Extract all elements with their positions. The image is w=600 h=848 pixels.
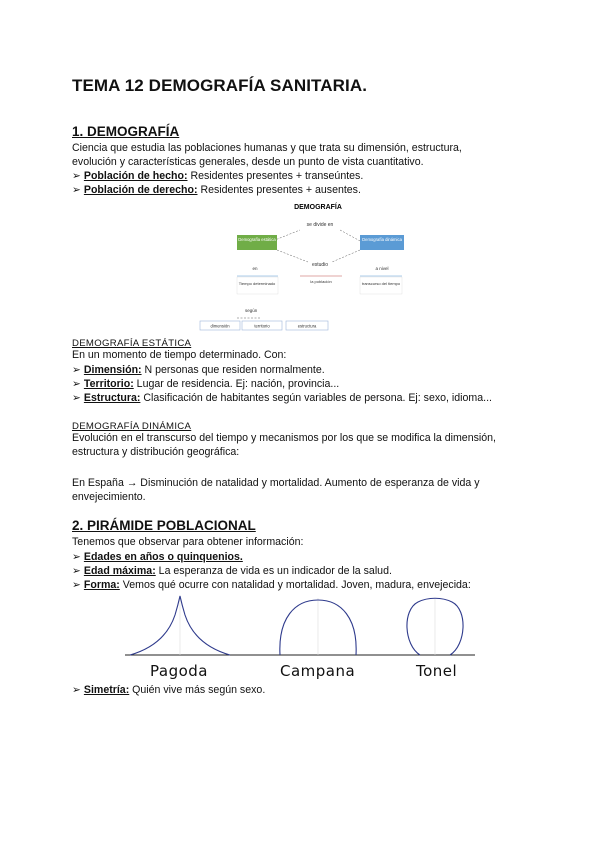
static-box-label: Demografía estática [238, 237, 276, 242]
bottom-box-estructura-label: estructura [297, 323, 317, 329]
bottom-box-dimension-label: dimensión [210, 323, 230, 329]
bullet-arrow-icon: ➢ [72, 184, 81, 196]
hecho-label: Población de hecho: [83, 170, 188, 182]
bullet-arrow-icon: ➢ [72, 684, 81, 696]
bullet-arrow-icon: ➢ [72, 364, 81, 376]
shape-label-tonel: Tonel [416, 662, 458, 680]
bullet-poblacion-derecho [72, 184, 361, 198]
bullet-arrow-icon: ➢ [72, 551, 81, 563]
dimension-label: Dimensión: [83, 364, 142, 376]
estatica-subheading: DEMOGRAFÍA ESTÁTICA [72, 338, 192, 349]
bullet-edades [72, 551, 243, 565]
edad-maxima-text: La esperanza de vida es un indicador de la salud. [155, 565, 392, 577]
dinamica-line-1: Evolución en el transcurso del tiempo y mecanismos por los que se modifica la dimensión, [72, 432, 496, 444]
diagram-right-small: a nivel [375, 266, 389, 271]
bullet-arrow-icon: ➢ [72, 565, 81, 577]
bullet-territorio [72, 378, 339, 392]
forma-label: Forma: [83, 579, 120, 591]
diagram-center-label: estudio [311, 262, 329, 268]
spain-line-1: En España → Disminución de natalidad y mortalidad. Aumento de esperanza de vida y [72, 477, 480, 489]
definition-line-1: Ciencia que estudia las poblaciones humanas y que trata su dimensión, estructura, [72, 142, 462, 154]
diagram-top-label: se divide en [306, 222, 334, 228]
bullet-simetria [72, 684, 265, 698]
diagram-left-small: en [252, 266, 258, 271]
estructura-text: Clasificación de habitantes según variables de persona. Ej: sexo, idioma... [140, 392, 492, 404]
edades-label: Edades en años o quinquenios. [83, 551, 243, 563]
territorio-text: Lugar de residencia. Ej: nación, provincia... [133, 378, 340, 390]
demografia-concept-map [190, 200, 430, 335]
territorio-label: Territorio: [83, 378, 134, 390]
dynamic-box-label: Demografía dinámica [362, 237, 402, 242]
diagram-bottom-label: según [245, 308, 258, 313]
hecho-text: Residentes presentes + transeúntes. [187, 170, 364, 182]
time-box-label: Tiempo determinado [238, 281, 276, 286]
estatica-intro: En un momento de tiempo determinado. Con: [72, 349, 287, 361]
bullet-arrow-icon: ➢ [72, 170, 81, 182]
piramide-intro: Tenemos que observar para obtener información: [72, 536, 304, 548]
edad-maxima-label: Edad máxima: [83, 565, 156, 577]
diagram-title: DEMOGRAFÍA [294, 204, 342, 211]
bullet-arrow-icon: ➢ [72, 579, 81, 591]
bullet-arrow-icon: ➢ [72, 392, 81, 404]
page-title: TEMA 12 DEMOGRAFÍA SANITARIA. [72, 76, 368, 95]
bullet-edad-maxima [72, 565, 392, 579]
section-heading-demografia: 1. DEMOGRAFÍA [72, 124, 180, 139]
forma-text: Vemos qué ocurre con natalidad y mortalidad. Joven, madura, envejecida: [119, 579, 471, 591]
bullet-arrow-icon: ➢ [72, 378, 81, 390]
definition-line-2: evolución y características generales, desde un punto de vista cuantitativo. [72, 156, 424, 168]
shape-label-pagoda: Pagoda [150, 662, 208, 680]
dinamica-subheading: DEMOGRAFÍA DINÁMICA [72, 421, 192, 432]
derecho-label: Población de derecho: [83, 184, 198, 196]
population-box-label: la población [310, 279, 332, 284]
derecho-text: Residentes presentes + ausentes. [197, 184, 361, 196]
dinamica-line-2: estructura y distribución geográfica: [72, 446, 240, 458]
dimension-text: N personas que residen normalmente. [141, 364, 325, 376]
estructura-label: Estructura: [83, 392, 141, 404]
shape-label-campana: Campana [280, 662, 356, 680]
simetria-label: Simetría: [83, 684, 130, 696]
bullet-dimension [72, 364, 325, 378]
bullet-estructura [72, 392, 492, 406]
bullet-poblacion-hecho [72, 170, 363, 184]
bottom-box-territorio-label: territorio [254, 323, 270, 329]
section-heading-piramide: 2. PIRÁMIDE POBLACIONAL [72, 518, 256, 533]
transcurso-box-label: transcurso del tiempo [361, 281, 401, 286]
spain-line-2: envejecimiento. [72, 491, 146, 503]
simetria-text: Quién vive más según sexo. [129, 684, 266, 696]
